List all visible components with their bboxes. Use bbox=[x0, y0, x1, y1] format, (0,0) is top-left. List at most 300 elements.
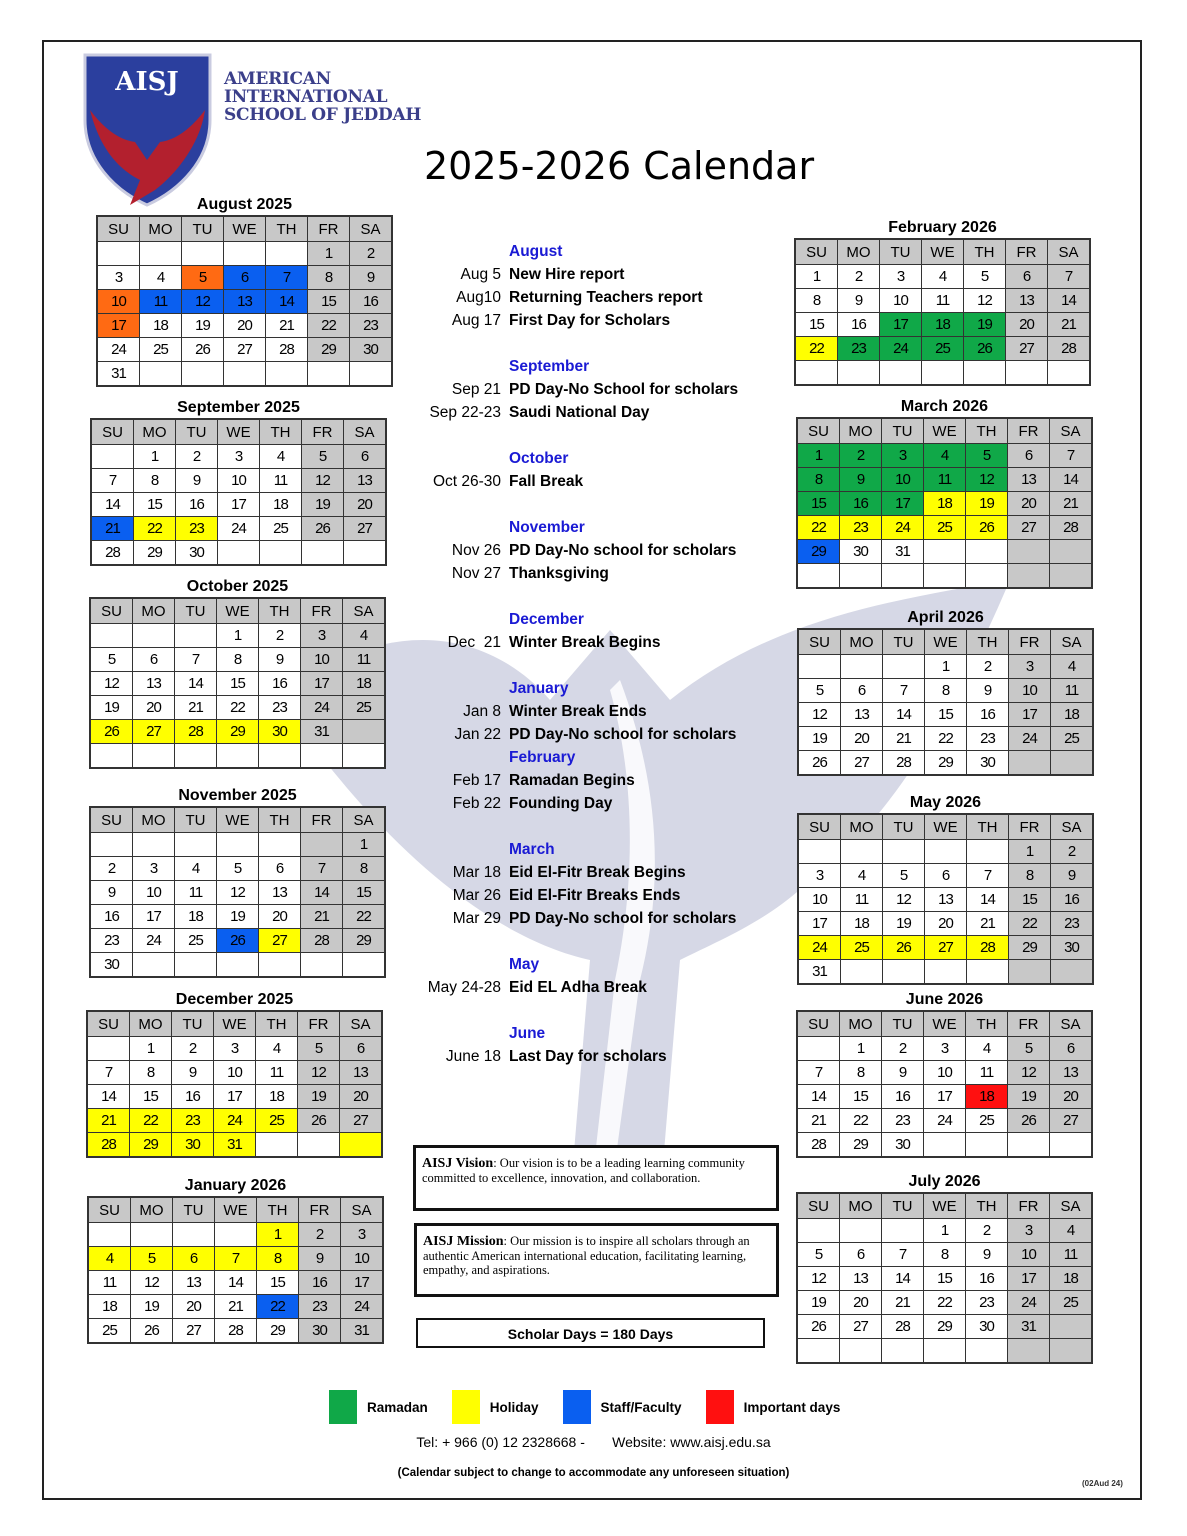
day-cell: 5 bbox=[298, 1037, 340, 1061]
day-cell: 23 bbox=[838, 337, 880, 361]
day-cell: 11 bbox=[922, 289, 964, 313]
day-cell: 25 bbox=[1051, 727, 1094, 751]
day-cell: 30 bbox=[350, 338, 393, 362]
empty-cell bbox=[1008, 1339, 1050, 1364]
version-code: (02Aud 24) bbox=[1082, 1479, 1123, 1488]
weekday-header: TH bbox=[966, 418, 1008, 444]
event-row bbox=[410, 884, 790, 907]
event-group-march bbox=[410, 838, 790, 953]
event-group-january bbox=[410, 677, 790, 746]
day-cell: 11 bbox=[1050, 1243, 1093, 1267]
day-cell: 1 bbox=[840, 1037, 882, 1061]
day-cell: 25 bbox=[140, 338, 182, 362]
day-cell: 29 bbox=[343, 929, 386, 953]
day-cell: 3 bbox=[1008, 1219, 1050, 1243]
day-cell: 20 bbox=[224, 314, 266, 338]
empty-cell bbox=[797, 1037, 840, 1061]
event-group-december bbox=[410, 608, 790, 677]
month-title: April 2026 bbox=[907, 609, 984, 626]
month-title: October 2025 bbox=[186, 578, 289, 595]
month-march-2026 bbox=[796, 397, 1093, 589]
aisj-logo-icon bbox=[80, 50, 215, 210]
event-date: June 18 bbox=[445, 1048, 501, 1065]
event-row bbox=[410, 378, 790, 401]
event-month-heading: November bbox=[509, 519, 585, 536]
day-cell: 20 bbox=[259, 905, 301, 929]
day-cell: 17 bbox=[97, 314, 140, 338]
weekday-header: MO bbox=[841, 629, 883, 655]
day-cell: 23 bbox=[966, 1291, 1008, 1315]
weekday-header: FR bbox=[1008, 1193, 1050, 1219]
day-cell: 17 bbox=[1009, 703, 1051, 727]
day-cell: 9 bbox=[90, 881, 133, 905]
day-cell: 12 bbox=[90, 672, 133, 696]
day-cell: 5 bbox=[90, 648, 133, 672]
weekday-header: SU bbox=[97, 216, 140, 242]
day-cell: 17 bbox=[301, 672, 343, 696]
weekday-header: FR bbox=[1008, 1011, 1050, 1037]
day-cell: 8 bbox=[840, 1061, 882, 1085]
day-cell: 7 bbox=[91, 469, 134, 493]
day-cell: 27 bbox=[1008, 516, 1050, 540]
day-cell: 22 bbox=[217, 696, 259, 720]
day-cell: 13 bbox=[1050, 1061, 1093, 1085]
day-cell: 14 bbox=[215, 1271, 257, 1295]
day-cell: 8 bbox=[217, 648, 259, 672]
day-cell: 19 bbox=[302, 493, 344, 517]
weekday-header: MO bbox=[838, 239, 880, 265]
weekday-header: WE bbox=[214, 1011, 256, 1037]
legend bbox=[329, 1390, 864, 1424]
day-cell: 20 bbox=[841, 727, 883, 751]
day-cell: 26 bbox=[217, 929, 259, 953]
day-cell: 22 bbox=[1009, 912, 1051, 936]
month-title: January 2026 bbox=[184, 1177, 287, 1194]
school-name bbox=[224, 70, 421, 124]
day-cell: 31 bbox=[798, 960, 841, 985]
day-cell: 1 bbox=[217, 624, 259, 648]
weekday-header: MO bbox=[140, 216, 182, 242]
day-cell: 18 bbox=[841, 912, 883, 936]
weekday-header: TU bbox=[882, 418, 924, 444]
weekday-header: TH bbox=[266, 216, 308, 242]
day-cell: 9 bbox=[350, 266, 393, 290]
day-cell: 29 bbox=[134, 541, 176, 566]
mission-label: AISJ Mission bbox=[423, 1234, 504, 1249]
event-group-august bbox=[410, 240, 790, 355]
day-cell: 9 bbox=[259, 648, 301, 672]
day-cell: 5 bbox=[302, 445, 344, 469]
event-description: Ramadan Begins bbox=[509, 772, 635, 789]
event-group-november bbox=[410, 516, 790, 608]
school-name-line-2: INTERNATIONAL bbox=[224, 87, 388, 107]
day-cell: 2 bbox=[172, 1037, 214, 1061]
mission-text: : Our mission is to inspire all scholars through an authentic American international education, facilitating learning, empathy, and aspirations. bbox=[423, 1234, 750, 1277]
event-date: Nov 27 bbox=[451, 565, 501, 582]
day-cell: 16 bbox=[299, 1271, 341, 1295]
day-cell: 27 bbox=[133, 720, 175, 744]
day-cell: 29 bbox=[130, 1133, 172, 1158]
day-cell: 19 bbox=[966, 492, 1008, 516]
weekday-header: TU bbox=[883, 629, 925, 655]
empty-cell bbox=[133, 624, 175, 648]
empty-cell bbox=[798, 655, 841, 679]
day-cell: 13 bbox=[1006, 289, 1048, 313]
weekday-header: TH bbox=[964, 239, 1006, 265]
day-cell: 25 bbox=[966, 1109, 1008, 1133]
day-cell: 27 bbox=[1006, 337, 1048, 361]
weekday-header: TU bbox=[882, 1193, 924, 1219]
empty-cell bbox=[91, 445, 134, 469]
vision-label: AISJ Vision bbox=[422, 1156, 494, 1171]
event-row bbox=[410, 286, 790, 309]
month-july-2026 bbox=[796, 1172, 1093, 1364]
day-cell: 9 bbox=[966, 1243, 1008, 1267]
empty-cell bbox=[259, 744, 301, 769]
day-cell: 17 bbox=[341, 1271, 384, 1295]
day-cell: 14 bbox=[266, 290, 308, 314]
day-cell: 1 bbox=[130, 1037, 172, 1061]
vision-text: : Our vision is to be a leading learning community committed to excellence, innovation, and collaboration. bbox=[422, 1156, 745, 1185]
event-group-september bbox=[410, 355, 790, 447]
empty-cell bbox=[924, 564, 966, 589]
month-grid bbox=[96, 215, 393, 387]
day-cell: 18 bbox=[966, 1085, 1008, 1109]
event-row bbox=[410, 309, 790, 332]
day-cell: 20 bbox=[133, 696, 175, 720]
day-cell: 27 bbox=[224, 338, 266, 362]
day-cell: 6 bbox=[224, 266, 266, 290]
day-cell: 8 bbox=[134, 469, 176, 493]
weekday-header: SU bbox=[88, 1197, 131, 1223]
empty-cell bbox=[883, 840, 925, 864]
day-cell: 12 bbox=[964, 289, 1006, 313]
day-cell: 29 bbox=[840, 1133, 882, 1158]
day-cell: 17 bbox=[1008, 1267, 1050, 1291]
day-cell: 7 bbox=[882, 1243, 924, 1267]
empty-cell bbox=[882, 1339, 924, 1364]
day-cell: 22 bbox=[840, 1109, 882, 1133]
empty-cell bbox=[840, 1219, 882, 1243]
day-cell: 5 bbox=[797, 1243, 840, 1267]
day-cell: 14 bbox=[175, 672, 217, 696]
day-cell: 6 bbox=[1008, 444, 1050, 468]
weekday-header: SA bbox=[343, 807, 386, 833]
day-cell: 27 bbox=[173, 1319, 215, 1344]
empty-cell bbox=[1050, 1315, 1093, 1339]
event-month-heading: August bbox=[509, 243, 563, 260]
day-cell: 21 bbox=[797, 1109, 840, 1133]
empty-cell bbox=[140, 362, 182, 387]
day-cell: 24 bbox=[924, 1109, 966, 1133]
empty-cell bbox=[795, 361, 838, 386]
event-description: PD Day-No school for scholars bbox=[509, 542, 737, 559]
event-row bbox=[410, 631, 790, 654]
day-cell: 3 bbox=[133, 857, 175, 881]
event-date: Sep 22-23 bbox=[429, 404, 501, 421]
day-cell: 15 bbox=[795, 313, 838, 337]
holiday-swatch-icon bbox=[452, 1390, 480, 1424]
day-cell: 8 bbox=[343, 857, 386, 881]
event-date: Aug 17 bbox=[451, 312, 501, 329]
contact-info: Tel: + 966 (0) 12 2328668 - Website: www.aisj.edu.sa bbox=[416, 1434, 771, 1450]
mission-box bbox=[414, 1223, 779, 1297]
empty-cell bbox=[301, 953, 343, 978]
day-cell: 29 bbox=[257, 1319, 299, 1344]
day-cell: 6 bbox=[840, 1243, 882, 1267]
day-cell: 10 bbox=[218, 469, 260, 493]
day-cell: 12 bbox=[966, 468, 1008, 492]
empty-cell bbox=[883, 960, 925, 985]
day-cell: 2 bbox=[838, 265, 880, 289]
day-cell: 19 bbox=[798, 727, 841, 751]
empty-cell bbox=[340, 1133, 383, 1158]
day-cell: 24 bbox=[218, 517, 260, 541]
weekday-header: TU bbox=[882, 1011, 924, 1037]
event-row bbox=[410, 1045, 790, 1068]
day-cell: 14 bbox=[883, 703, 925, 727]
empty-cell bbox=[925, 960, 967, 985]
event-month-heading: June bbox=[509, 1025, 546, 1042]
month-grid bbox=[90, 418, 387, 566]
day-cell: 25 bbox=[343, 696, 386, 720]
spacer bbox=[410, 424, 790, 447]
day-cell: 26 bbox=[90, 720, 133, 744]
day-cell: 28 bbox=[1050, 516, 1093, 540]
month-title: July 2026 bbox=[908, 1173, 981, 1190]
day-cell: 30 bbox=[967, 751, 1009, 776]
day-cell: 25 bbox=[841, 936, 883, 960]
day-cell: 10 bbox=[214, 1061, 256, 1085]
event-month-heading: October bbox=[509, 450, 569, 467]
weekday-header: SA bbox=[341, 1197, 384, 1223]
day-cell: 2 bbox=[967, 655, 1009, 679]
weekday-header: WE bbox=[925, 629, 967, 655]
day-cell: 27 bbox=[259, 929, 301, 953]
day-cell: 7 bbox=[883, 679, 925, 703]
weekday-header: WE bbox=[924, 1011, 966, 1037]
weekday-header: FR bbox=[301, 598, 343, 624]
weekday-header: SA bbox=[350, 216, 393, 242]
month-november-2025 bbox=[89, 786, 386, 978]
day-cell: 5 bbox=[131, 1247, 173, 1271]
day-cell: 20 bbox=[840, 1291, 882, 1315]
day-cell: 16 bbox=[1051, 888, 1094, 912]
weekday-header: SU bbox=[90, 807, 133, 833]
weekday-header: MO bbox=[841, 814, 883, 840]
day-cell: 22 bbox=[797, 516, 840, 540]
event-description: Founding Day bbox=[509, 795, 613, 812]
day-cell: 23 bbox=[967, 727, 1009, 751]
school-name-line-3: SCHOOL OF JEDDAH bbox=[224, 105, 422, 125]
day-cell: 23 bbox=[259, 696, 301, 720]
day-cell: 3 bbox=[97, 266, 140, 290]
event-date: Mar 29 bbox=[452, 910, 501, 927]
empty-cell bbox=[217, 833, 259, 857]
day-cell: 13 bbox=[840, 1267, 882, 1291]
day-cell: 2 bbox=[259, 624, 301, 648]
month-june-2026 bbox=[796, 990, 1093, 1158]
day-cell: 3 bbox=[301, 624, 343, 648]
month-grid bbox=[797, 813, 1094, 985]
empty-cell bbox=[840, 1339, 882, 1364]
empty-cell bbox=[882, 564, 924, 589]
weekday-header: TH bbox=[256, 1011, 298, 1037]
weekday-header: SA bbox=[1048, 239, 1091, 265]
day-cell: 17 bbox=[880, 313, 922, 337]
weekday-header: TH bbox=[966, 1011, 1008, 1037]
day-cell: 11 bbox=[260, 469, 302, 493]
day-cell: 21 bbox=[215, 1295, 257, 1319]
weekday-header: WE bbox=[215, 1197, 257, 1223]
event-description: Thanksgiving bbox=[509, 565, 609, 582]
day-cell: 5 bbox=[217, 857, 259, 881]
day-cell: 3 bbox=[924, 1037, 966, 1061]
event-description: Eid El-Fitr Breaks Ends bbox=[509, 887, 681, 904]
day-cell: 9 bbox=[882, 1061, 924, 1085]
day-cell: 14 bbox=[87, 1085, 130, 1109]
event-row bbox=[410, 907, 790, 930]
day-cell: 19 bbox=[797, 1291, 840, 1315]
day-cell: 14 bbox=[1048, 289, 1091, 313]
event-month-heading: May bbox=[509, 956, 540, 973]
event-date: Aug 5 bbox=[460, 266, 501, 283]
weekday-header: FR bbox=[301, 807, 343, 833]
day-cell: 5 bbox=[798, 679, 841, 703]
day-cell: 24 bbox=[133, 929, 175, 953]
empty-cell bbox=[215, 1223, 257, 1247]
empty-cell bbox=[797, 564, 840, 589]
empty-cell bbox=[1050, 540, 1093, 564]
event-date: Feb 22 bbox=[452, 795, 501, 812]
day-cell: 4 bbox=[343, 624, 386, 648]
month-grid bbox=[796, 1010, 1093, 1158]
empty-cell bbox=[133, 833, 175, 857]
day-cell: 4 bbox=[256, 1037, 298, 1061]
event-date: May 24-28 bbox=[427, 979, 501, 996]
day-cell: 6 bbox=[841, 679, 883, 703]
day-cell: 3 bbox=[1009, 655, 1051, 679]
day-cell: 22 bbox=[795, 337, 838, 361]
weekday-header: SA bbox=[1050, 1011, 1093, 1037]
day-cell: 27 bbox=[344, 517, 387, 541]
day-cell: 6 bbox=[173, 1247, 215, 1271]
day-cell: 18 bbox=[256, 1085, 298, 1109]
day-cell: 13 bbox=[841, 703, 883, 727]
day-cell: 16 bbox=[967, 703, 1009, 727]
day-cell: 15 bbox=[924, 1267, 966, 1291]
weekday-header: TU bbox=[173, 1197, 215, 1223]
event-description: PD Day-No School for scholars bbox=[509, 381, 739, 398]
day-cell: 8 bbox=[1009, 864, 1051, 888]
day-cell: 16 bbox=[172, 1085, 214, 1109]
weekday-header: WE bbox=[217, 598, 259, 624]
day-cell: 16 bbox=[259, 672, 301, 696]
day-cell: 19 bbox=[217, 905, 259, 929]
day-cell: 30 bbox=[176, 541, 218, 566]
event-description: New Hire report bbox=[509, 266, 625, 283]
spacer bbox=[410, 999, 790, 1022]
day-cell: 10 bbox=[880, 289, 922, 313]
day-cell: 30 bbox=[90, 953, 133, 978]
empty-cell bbox=[218, 541, 260, 566]
month-grid bbox=[89, 806, 386, 978]
weekday-header: FR bbox=[299, 1197, 341, 1223]
empty-cell bbox=[966, 540, 1008, 564]
empty-cell bbox=[182, 362, 224, 387]
empty-cell bbox=[217, 744, 259, 769]
month-april-2026 bbox=[797, 608, 1094, 776]
month-february-2026 bbox=[794, 218, 1091, 386]
legend-item-holiday bbox=[452, 1390, 539, 1424]
empty-cell bbox=[175, 624, 217, 648]
weekday-header: WE bbox=[224, 216, 266, 242]
event-date: Feb 17 bbox=[452, 772, 501, 789]
day-cell: 15 bbox=[840, 1085, 882, 1109]
day-cell: 28 bbox=[215, 1319, 257, 1344]
empty-cell bbox=[133, 744, 175, 769]
legend-label: Holiday bbox=[489, 1399, 539, 1415]
weekday-header: MO bbox=[840, 418, 882, 444]
weekday-header: TU bbox=[175, 807, 217, 833]
month-grid bbox=[794, 238, 1091, 386]
day-cell: 12 bbox=[298, 1061, 340, 1085]
event-row bbox=[410, 539, 790, 562]
day-cell: 22 bbox=[257, 1295, 299, 1319]
day-cell: 19 bbox=[298, 1085, 340, 1109]
legend-item-staff-faculty bbox=[563, 1390, 682, 1424]
day-cell: 7 bbox=[215, 1247, 257, 1271]
day-cell: 2 bbox=[299, 1223, 341, 1247]
day-cell: 9 bbox=[840, 468, 882, 492]
event-row bbox=[410, 700, 790, 723]
empty-cell bbox=[841, 840, 883, 864]
day-cell: 5 bbox=[1008, 1037, 1050, 1061]
event-row bbox=[410, 401, 790, 424]
event-date: Oct 26-30 bbox=[432, 473, 501, 490]
day-cell: 18 bbox=[924, 492, 966, 516]
empty-cell bbox=[841, 960, 883, 985]
day-cell: 10 bbox=[133, 881, 175, 905]
day-cell: 4 bbox=[1050, 1219, 1093, 1243]
empty-cell bbox=[967, 960, 1009, 985]
weekday-header: SA bbox=[1050, 1193, 1093, 1219]
day-cell: 31 bbox=[97, 362, 140, 387]
day-cell: 1 bbox=[308, 242, 350, 266]
day-cell: 15 bbox=[257, 1271, 299, 1295]
day-cell: 25 bbox=[922, 337, 964, 361]
day-cell: 26 bbox=[302, 517, 344, 541]
day-cell: 8 bbox=[130, 1061, 172, 1085]
day-cell: 26 bbox=[298, 1109, 340, 1133]
month-august-2025 bbox=[96, 195, 393, 387]
month-title: August 2025 bbox=[196, 196, 293, 213]
day-cell: 11 bbox=[256, 1061, 298, 1085]
day-cell: 18 bbox=[140, 314, 182, 338]
day-cell: 11 bbox=[175, 881, 217, 905]
legend-label: Important days bbox=[743, 1399, 841, 1415]
day-cell: 17 bbox=[218, 493, 260, 517]
day-cell: 8 bbox=[257, 1247, 299, 1271]
day-cell: 30 bbox=[966, 1315, 1008, 1339]
day-cell: 25 bbox=[260, 517, 302, 541]
day-cell: 31 bbox=[1008, 1315, 1050, 1339]
day-cell: 13 bbox=[1008, 468, 1050, 492]
day-cell: 17 bbox=[798, 912, 841, 936]
empty-cell bbox=[1050, 1339, 1093, 1364]
empty-cell bbox=[350, 362, 393, 387]
empty-cell bbox=[1051, 960, 1094, 985]
